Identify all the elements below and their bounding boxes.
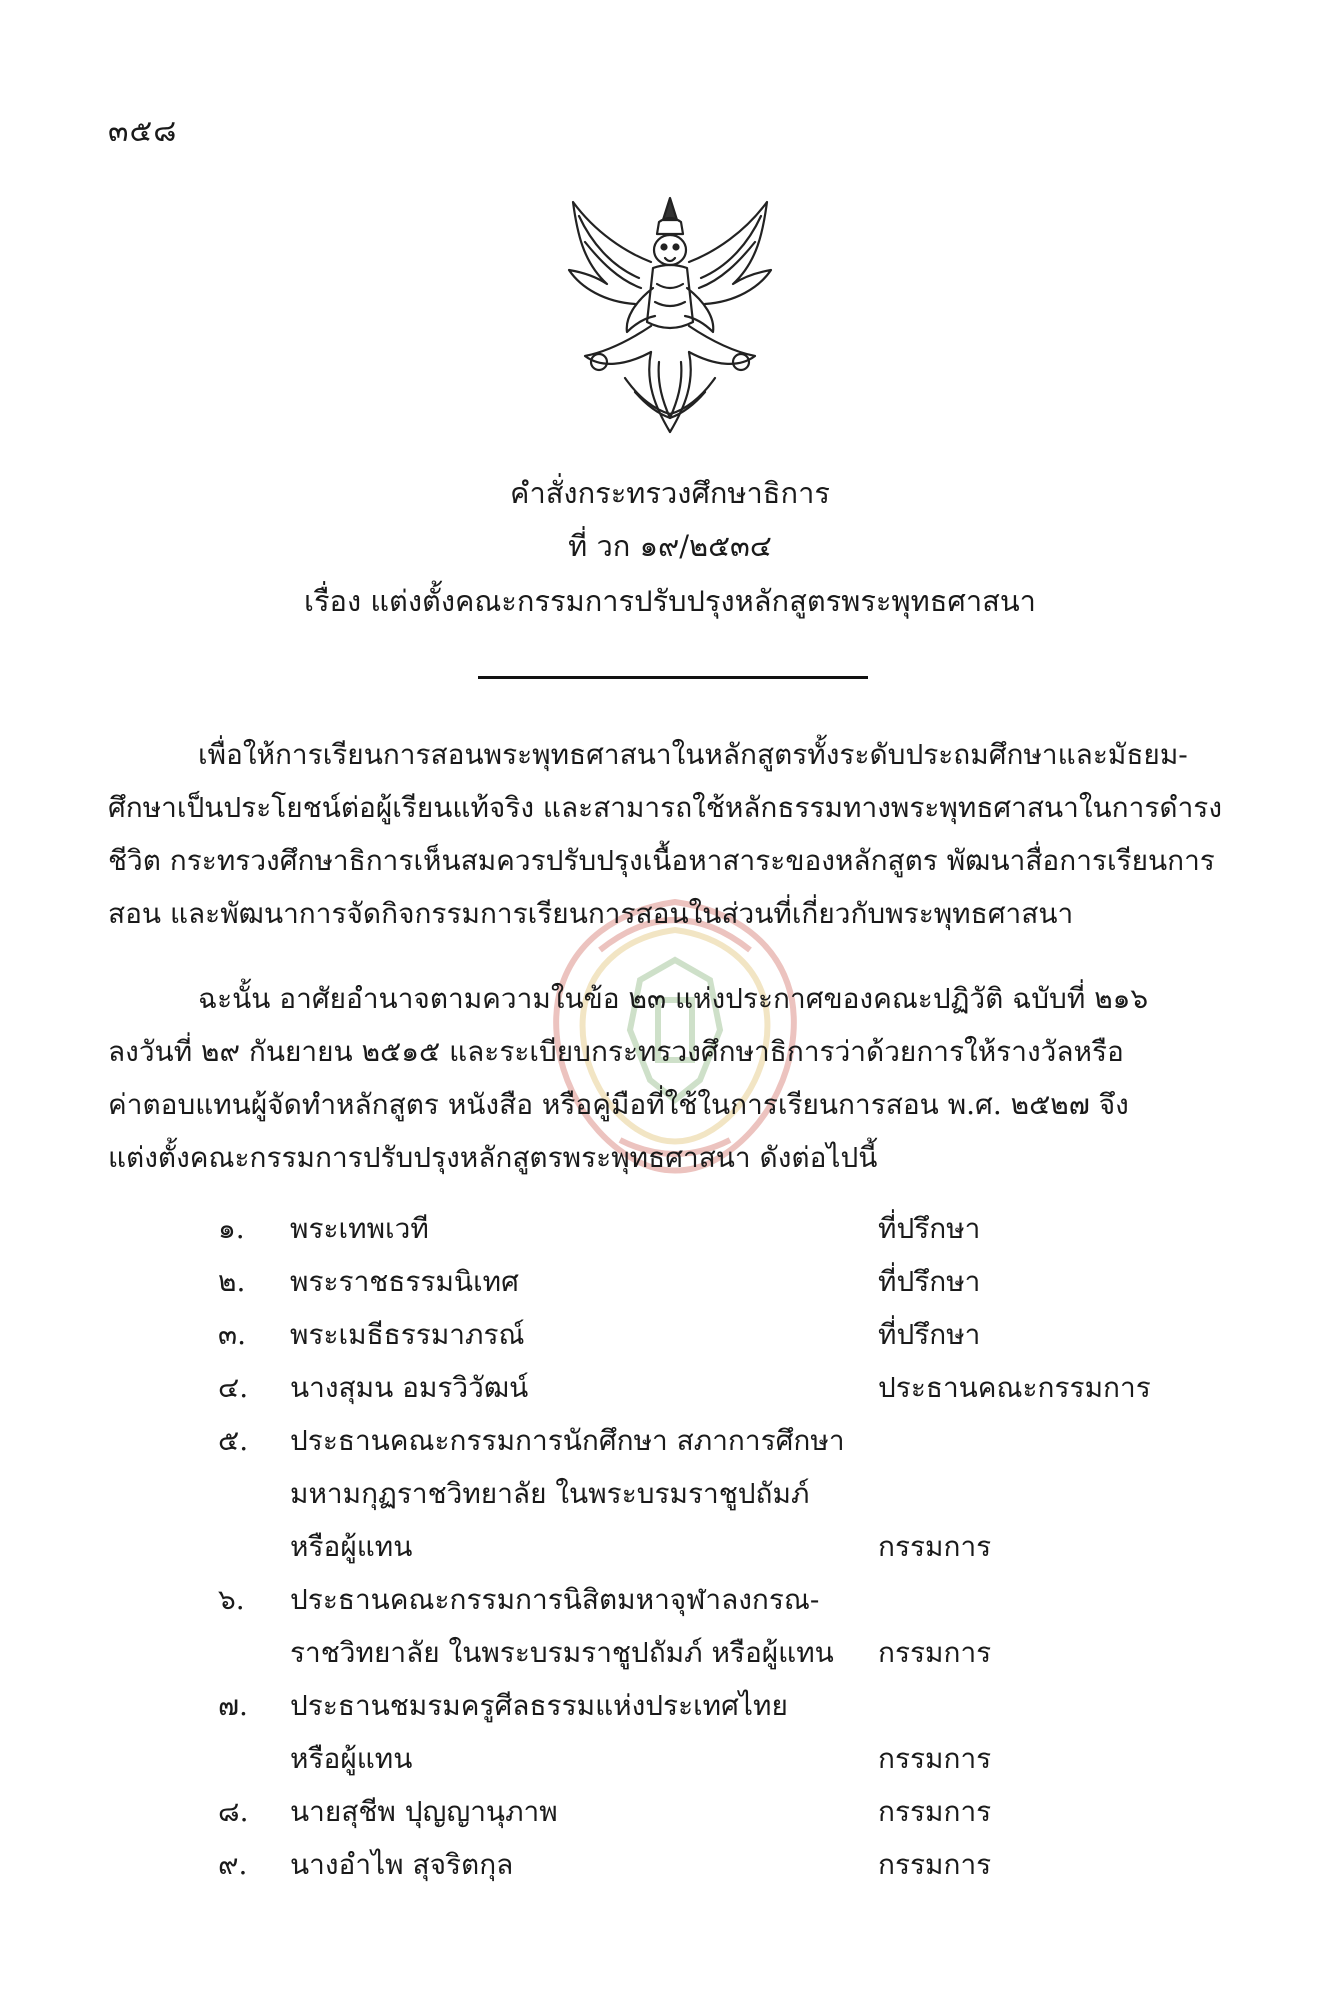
member-role: กรรมการ bbox=[878, 1530, 992, 1563]
paragraph-authority bbox=[108, 972, 1238, 1184]
committee-member bbox=[0, 1308, 1340, 1361]
page-number: ๓๕๘ bbox=[108, 114, 178, 149]
member-name: ประธานชมรมครูศีลธรรมแห่งประเทศไทย bbox=[290, 1689, 788, 1722]
committee-member bbox=[0, 1255, 1340, 1308]
member-name: มหามกุฏราชวิทยาลัย ในพระบรมราชูปถัมภ์ bbox=[290, 1477, 810, 1510]
paragraph-line: ลงวันที่ ๒๙ กันยายน ๒๕๑๕ และระเบียบกระทรวงศึกษาธิการว่าด้วยการให้รางวัลหรือ bbox=[108, 1035, 1124, 1068]
garuda-emblem bbox=[555, 192, 785, 442]
committee-member bbox=[0, 1414, 1340, 1467]
committee-member bbox=[0, 1838, 1340, 1891]
committee-member bbox=[0, 1785, 1340, 1838]
member-number: ๕. bbox=[218, 1424, 249, 1457]
member-role: ที่ปรึกษา bbox=[878, 1212, 981, 1245]
member-role: กรรมการ bbox=[878, 1848, 992, 1881]
committee-member-continued bbox=[0, 1732, 1340, 1785]
member-name: ประธานคณะกรรมการนิสิตมหาจุฬาลงกรณ- bbox=[290, 1583, 820, 1616]
order-subject: เรื่อง แต่งตั้งคณะกรรมการปรับปรุงหลักสูตรพระพุทธศาสนา bbox=[304, 584, 1036, 618]
member-number: ๙. bbox=[218, 1848, 248, 1881]
member-number: ๔. bbox=[218, 1371, 249, 1404]
member-name: นางสุมน อมรวิวัฒน์ bbox=[290, 1371, 529, 1404]
paragraph-purpose bbox=[108, 728, 1238, 940]
member-role: ประธานคณะกรรมการ bbox=[878, 1371, 1151, 1404]
order-title: คำสั่งกระทรวงศึกษาธิการ bbox=[510, 476, 830, 510]
member-name: พระราชธรรมนิเทศ bbox=[290, 1265, 519, 1298]
member-name: พระเทพเวที bbox=[290, 1212, 429, 1245]
member-role: กรรมการ bbox=[878, 1636, 992, 1669]
committee-member-continued bbox=[0, 1626, 1340, 1679]
committee-member bbox=[0, 1202, 1340, 1255]
committee-member bbox=[0, 1679, 1340, 1732]
paragraph-line: แต่งตั้งคณะกรรมการปรับปรุงหลักสูตรพระพุทธศาสนา ดังต่อไปนี้ bbox=[108, 1141, 878, 1174]
member-name: ราชวิทยาลัย ในพระบรมราชูปถัมภ์ หรือผู้แทน bbox=[290, 1636, 834, 1669]
paragraph-line: สอน และพัฒนาการจัดกิจกรรมการเรียนการสอนในส่วนที่เกี่ยวกับพระพุทธศาสนา bbox=[108, 897, 1074, 930]
paragraph-line: ชีวิต กระทรวงศึกษาธิการเห็นสมควรปรับปรุงเนื้อหาสาระของหลักสูตร พัฒนาสื่อการเรียนการ bbox=[108, 844, 1215, 877]
title-divider bbox=[478, 676, 868, 679]
committee-member bbox=[0, 1573, 1340, 1626]
committee-member bbox=[0, 1361, 1340, 1414]
order-number: ที่ วก ๑๙/๒๕๓๔ bbox=[568, 529, 772, 563]
member-number: ๓. bbox=[218, 1318, 247, 1351]
member-number: ๒. bbox=[218, 1265, 246, 1298]
member-name: ประธานคณะกรรมการนักศึกษา สภาการศึกษา bbox=[290, 1424, 845, 1457]
paragraph-line: เพื่อให้การเรียนการสอนพระพุทธศาสนาในหลักสูตรทั้งระดับประถมศึกษาและมัธยม- bbox=[198, 738, 1188, 771]
member-name: หรือผู้แทน bbox=[290, 1530, 413, 1563]
member-role: กรรมการ bbox=[878, 1795, 992, 1828]
member-number: ๑. bbox=[218, 1212, 245, 1245]
committee-list bbox=[0, 1202, 1340, 1891]
committee-member-continued bbox=[0, 1520, 1340, 1573]
member-role: ที่ปรึกษา bbox=[878, 1318, 981, 1351]
committee-member-continued bbox=[0, 1467, 1340, 1520]
member-name: หรือผู้แทน bbox=[290, 1742, 413, 1775]
member-role: กรรมการ bbox=[878, 1742, 992, 1775]
member-number: ๗. bbox=[218, 1689, 248, 1722]
member-name: นางอำไพ สุจริตกุล bbox=[290, 1848, 514, 1881]
paragraph-line: ฉะนั้น อาศัยอำนาจตามความในข้อ ๒๓ แห่งประกาศของคณะปฏิวัติ ฉบับที่ ๒๑๖ bbox=[198, 982, 1149, 1015]
member-name: นายสุชีพ ปุญญานุภาพ bbox=[290, 1795, 558, 1828]
member-number: ๖. bbox=[218, 1583, 245, 1616]
member-role: ที่ปรึกษา bbox=[878, 1265, 981, 1298]
member-name: พระเมธีธรรมาภรณ์ bbox=[290, 1318, 525, 1351]
paragraph-line: ค่าตอบแทนผู้จัดทำหลักสูตร หนังสือ หรือคู่มือที่ใช้ในการเรียนการสอน พ.ศ. ๒๕๒๗ จึง bbox=[108, 1088, 1129, 1121]
member-number: ๘. bbox=[218, 1795, 249, 1828]
paragraph-line: ศึกษาเป็นประโยชน์ต่อผู้เรียนแท้จริง และสามารถใช้หลักธรรมทางพระพุทธศาสนาในการดำรง bbox=[108, 791, 1222, 824]
